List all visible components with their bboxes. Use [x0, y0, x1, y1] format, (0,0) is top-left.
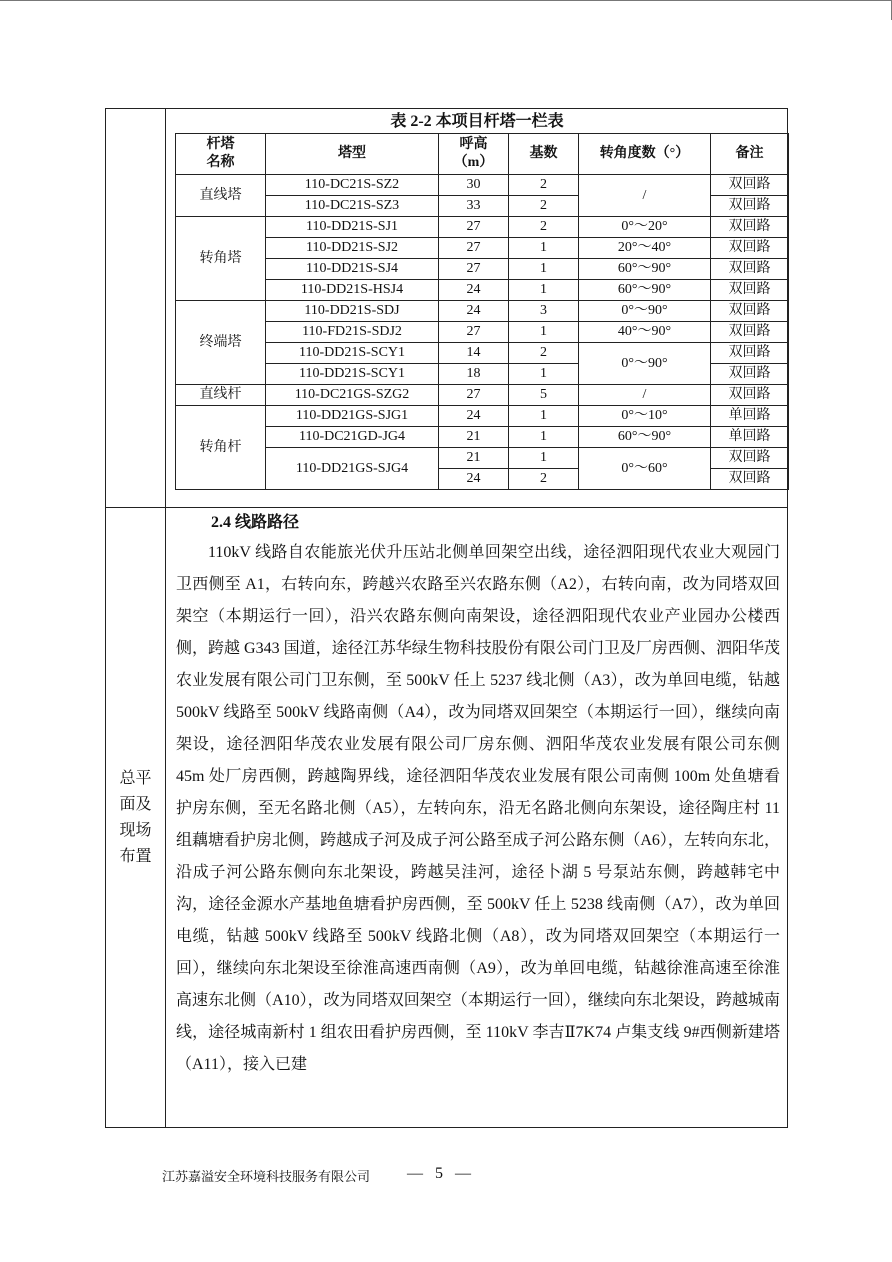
- count-cell: 3: [509, 301, 579, 322]
- count-cell: 2: [509, 469, 579, 490]
- note-cell: 单回路: [711, 406, 789, 427]
- height-cell: 33: [439, 196, 509, 217]
- count-cell: 1: [509, 364, 579, 385]
- height-cell: 24: [439, 469, 509, 490]
- note-cell: 单回路: [711, 427, 789, 448]
- height-cell: 30: [439, 175, 509, 196]
- height-cell: 21: [439, 448, 509, 469]
- header-note: 备注: [711, 134, 789, 175]
- group-name: 直线杆: [176, 385, 266, 406]
- model-cell: 110-DD21GS-SJG1: [266, 406, 439, 427]
- height-cell: 24: [439, 280, 509, 301]
- side-label-cell: [106, 508, 165, 1127]
- model-cell: 110-DD21GS-SJG4: [266, 448, 439, 490]
- model-cell: 110-FD21S-SDJ2: [266, 322, 439, 343]
- angle-cell: 60°～90°: [579, 259, 711, 280]
- angle-cell: 0°～10°: [579, 406, 711, 427]
- count-cell: 2: [509, 196, 579, 217]
- table-row: [176, 448, 789, 469]
- table-row: [176, 217, 789, 238]
- height-cell: 27: [439, 238, 509, 259]
- model-cell: 110-DC21GS-SZG2: [266, 385, 439, 406]
- note-cell: 双回路: [711, 385, 789, 406]
- height-cell: 14: [439, 343, 509, 364]
- note-cell: 双回路: [711, 469, 789, 490]
- section-title: 2.4 线路路径: [211, 514, 300, 531]
- header-height: 呼高（m）: [439, 134, 509, 175]
- angle-cell: /: [579, 175, 711, 217]
- count-cell: 1: [509, 406, 579, 427]
- angle-cell: 0°～60°: [579, 448, 711, 490]
- model-cell: 110-DD21S-SJ1: [266, 217, 439, 238]
- note-cell: 双回路: [711, 175, 789, 196]
- count-cell: 2: [509, 343, 579, 364]
- height-cell: 27: [439, 259, 509, 280]
- height-cell: 27: [439, 322, 509, 343]
- height-cell: 24: [439, 301, 509, 322]
- note-cell: 双回路: [711, 343, 789, 364]
- page-number: — 5 —: [407, 1165, 475, 1182]
- header-name: 杆塔名称: [176, 134, 266, 175]
- table-row: [176, 175, 789, 196]
- height-cell: 21: [439, 427, 509, 448]
- angle-cell: 40°～90°: [579, 322, 711, 343]
- model-cell: 110-DD21S-SCY1: [266, 364, 439, 385]
- note-cell: 双回路: [711, 280, 789, 301]
- model-cell: 110-DD21S-HSJ4: [266, 280, 439, 301]
- note-cell: 双回路: [711, 364, 789, 385]
- table-row: [176, 301, 789, 322]
- height-cell: 18: [439, 364, 509, 385]
- note-cell: 双回路: [711, 196, 789, 217]
- count-cell: 5: [509, 385, 579, 406]
- note-cell: 双回路: [711, 322, 789, 343]
- model-cell: 110-DD21S-SCY1: [266, 343, 439, 364]
- count-cell: 1: [509, 238, 579, 259]
- note-cell: 双回路: [711, 448, 789, 469]
- header-model: 塔型: [266, 134, 439, 175]
- model-cell: 110-DC21S-SZ3: [266, 196, 439, 217]
- footer-company: 江苏嘉溢安全环境科技服务有限公司: [162, 1169, 371, 1184]
- angle-cell: 20°～40°: [579, 238, 711, 259]
- table-row: [176, 322, 789, 343]
- table-row: [176, 280, 789, 301]
- table-row: [176, 427, 789, 448]
- table-header-row: [176, 134, 789, 175]
- header-angle: 转角度数（°）: [579, 134, 711, 175]
- group-name: 终端塔: [176, 301, 266, 385]
- note-cell: 双回路: [711, 217, 789, 238]
- page-top-border: [0, 0, 892, 1]
- column-divider: [165, 109, 166, 1127]
- section-paragraph: 110kV 线路自农能旅光伏升压站北侧单回架空出线，途径泗阳现代农业大观园门卫西侧至 A1，右转向东，跨越兴农路至兴农路东侧（A2），右转向南，改为同塔双回架空（本期运行一回），沿兴农路东侧向南架设，途径泗阳现代农业产业园办公楼西侧，跨越 G343 国道，途径江苏华绿生物科技股份有限公司门卫及厂房西侧、泗阳华茂农业发展有限公司门卫东侧，至 500kV 任上 5237 线北侧（A3），改为单回电缆，钻越 500kV 线路至 500kV 线路南侧（A4），改为同塔双回架空（本期运行一回），继续向南架设，途径泗阳华茂农业发展有限公司厂房东侧、泗阳华茂农业发展有限公司东侧 45m 处厂房西侧，跨越陶界线，途径泗阳华茂农业发展有限公司南侧 100m 处鱼塘看护房东侧，至无名路北侧（A5），左转向东，沿无名路北侧向东架设，途径陶庄村 11 组藕塘看护房北侧，跨越成子河及成子河公路至成子河公路东侧（A6），左转向东北，沿成子河公路东侧向东北架设，跨越吴洼河，途径卜湖 5 号泵站东侧，跨越韩宅中沟，途径金源水产基地鱼塘看护房西侧，至 500kV 任上 5238 线南侧（A7），改为单回电缆，钻越 500kV 线路至 500kV 线路北侧（A8），改为同塔双回架空（本期运行一回），继续向东北架设至徐淮高速西南侧（A9），改为单回电缆，钻越徐淮高速至徐淮高速东北侧（A10），改为同塔双回架空（本期运行一回），继续向东北架设，跨越城南线，途径城南新村 1 组农田看护房西侧，至 110kV 李吉Ⅱ7K74 卢集支线 9#西侧新建塔（A11），接入已建: [176, 544, 780, 1073]
- height-cell: 27: [439, 217, 509, 238]
- count-cell: 1: [509, 448, 579, 469]
- model-cell: 110-DC21GD-JG4: [266, 427, 439, 448]
- angle-cell: 0°～20°: [579, 217, 711, 238]
- section-body: [176, 537, 780, 1081]
- row-divider: [106, 507, 787, 508]
- table-caption: 表 2-2 本项目杆塔一栏表: [390, 113, 564, 130]
- angle-cell: 0°～90°: [579, 343, 711, 385]
- table-row: [176, 238, 789, 259]
- table-row: [176, 385, 789, 406]
- angle-cell: 0°～90°: [579, 301, 711, 322]
- group-name: 直线塔: [176, 175, 266, 217]
- tower-table: [175, 133, 789, 490]
- count-cell: 1: [509, 322, 579, 343]
- table-row: [176, 259, 789, 280]
- height-cell: 24: [439, 406, 509, 427]
- side-label: 总平面及现场布置: [119, 769, 152, 865]
- count-cell: 1: [509, 427, 579, 448]
- note-cell: 双回路: [711, 301, 789, 322]
- model-cell: 110-DD21S-SDJ: [266, 301, 439, 322]
- model-cell: 110-DD21S-SJ2: [266, 238, 439, 259]
- header-count: 基数: [509, 134, 579, 175]
- angle-cell: 60°～90°: [579, 280, 711, 301]
- count-cell: 1: [509, 280, 579, 301]
- angle-cell: 60°～90°: [579, 427, 711, 448]
- angle-cell: /: [579, 385, 711, 406]
- count-cell: 1: [509, 259, 579, 280]
- note-cell: 双回路: [711, 238, 789, 259]
- height-cell: 27: [439, 385, 509, 406]
- table-row: [176, 406, 789, 427]
- form-frame: [105, 108, 788, 1128]
- count-cell: 2: [509, 217, 579, 238]
- model-cell: 110-DD21S-SJ4: [266, 259, 439, 280]
- model-cell: 110-DC21S-SZ2: [266, 175, 439, 196]
- count-cell: 2: [509, 175, 579, 196]
- note-cell: 双回路: [711, 259, 789, 280]
- group-name: 转角杆: [176, 406, 266, 490]
- table-row: [176, 343, 789, 364]
- group-name: 转角塔: [176, 217, 266, 301]
